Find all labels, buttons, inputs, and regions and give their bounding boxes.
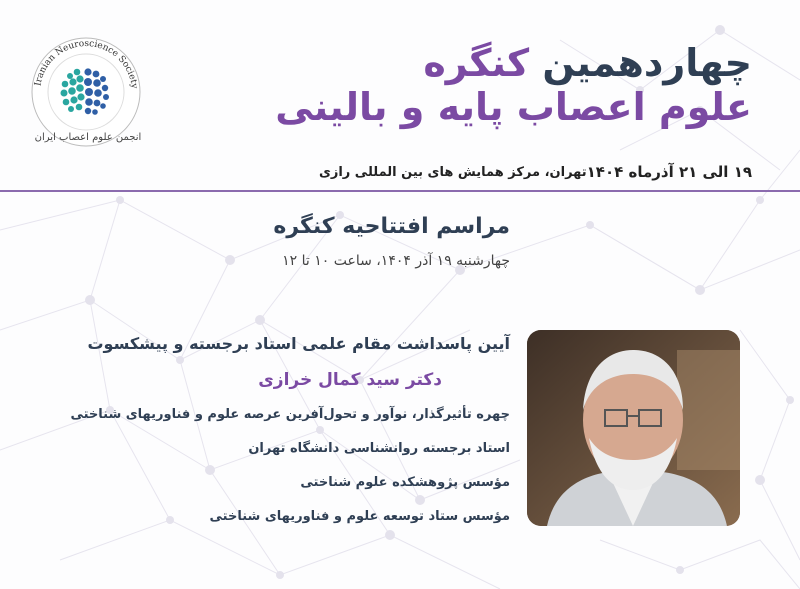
honoree-portrait bbox=[527, 330, 740, 526]
title-line-1 bbox=[292, 40, 752, 86]
logo-caption: انجمن علوم اعصاب ایران bbox=[34, 132, 142, 143]
congress-dates: ۱۹ الی ۲۱ آذرماه ۱۴۰۴ bbox=[586, 163, 752, 181]
date-venue-row bbox=[318, 160, 752, 184]
title-part-b: کنگره bbox=[423, 41, 530, 85]
title-line-2: علوم اعصاب پایه و بالینی bbox=[275, 85, 752, 129]
header-divider bbox=[0, 190, 800, 192]
congress-venue: تهران، مرکز همایش های بین المللی رازی bbox=[318, 164, 587, 180]
honoree-name: دکتر سید کمال خرازی bbox=[258, 370, 442, 390]
opening-ceremony-datetime: چهارشنبه ۱۹ آذر ۱۴۰۴، ساعت ۱۰ تا ۱۲ bbox=[282, 253, 510, 269]
credential-item: مؤسس ستاد توسعه علوم و فناوریهای شناختی bbox=[209, 509, 510, 524]
logo-ring-text: Iranian Neuroscience Society bbox=[33, 38, 139, 90]
congress-title bbox=[275, 40, 752, 130]
credential-item: مؤسس پژوهشکده علوم شناختی bbox=[300, 475, 510, 490]
honor-heading: آیین پاسداشت مقام علمی استاد برجسته و پیشکسوت bbox=[87, 334, 510, 353]
opening-ceremony-title: مراسم افتتاحیه کنگره bbox=[273, 214, 510, 239]
credentials-list bbox=[70, 404, 510, 540]
credential-item: استاد برجسته روانشناسی دانشگاه تهران bbox=[248, 441, 510, 456]
credential-item: چهره تأثیرگذار، نوآور و تحول‌آفرین عرصه علوم و فناوریهای شناختی bbox=[70, 407, 510, 422]
title-part-a: چهاردهمین bbox=[542, 41, 752, 85]
